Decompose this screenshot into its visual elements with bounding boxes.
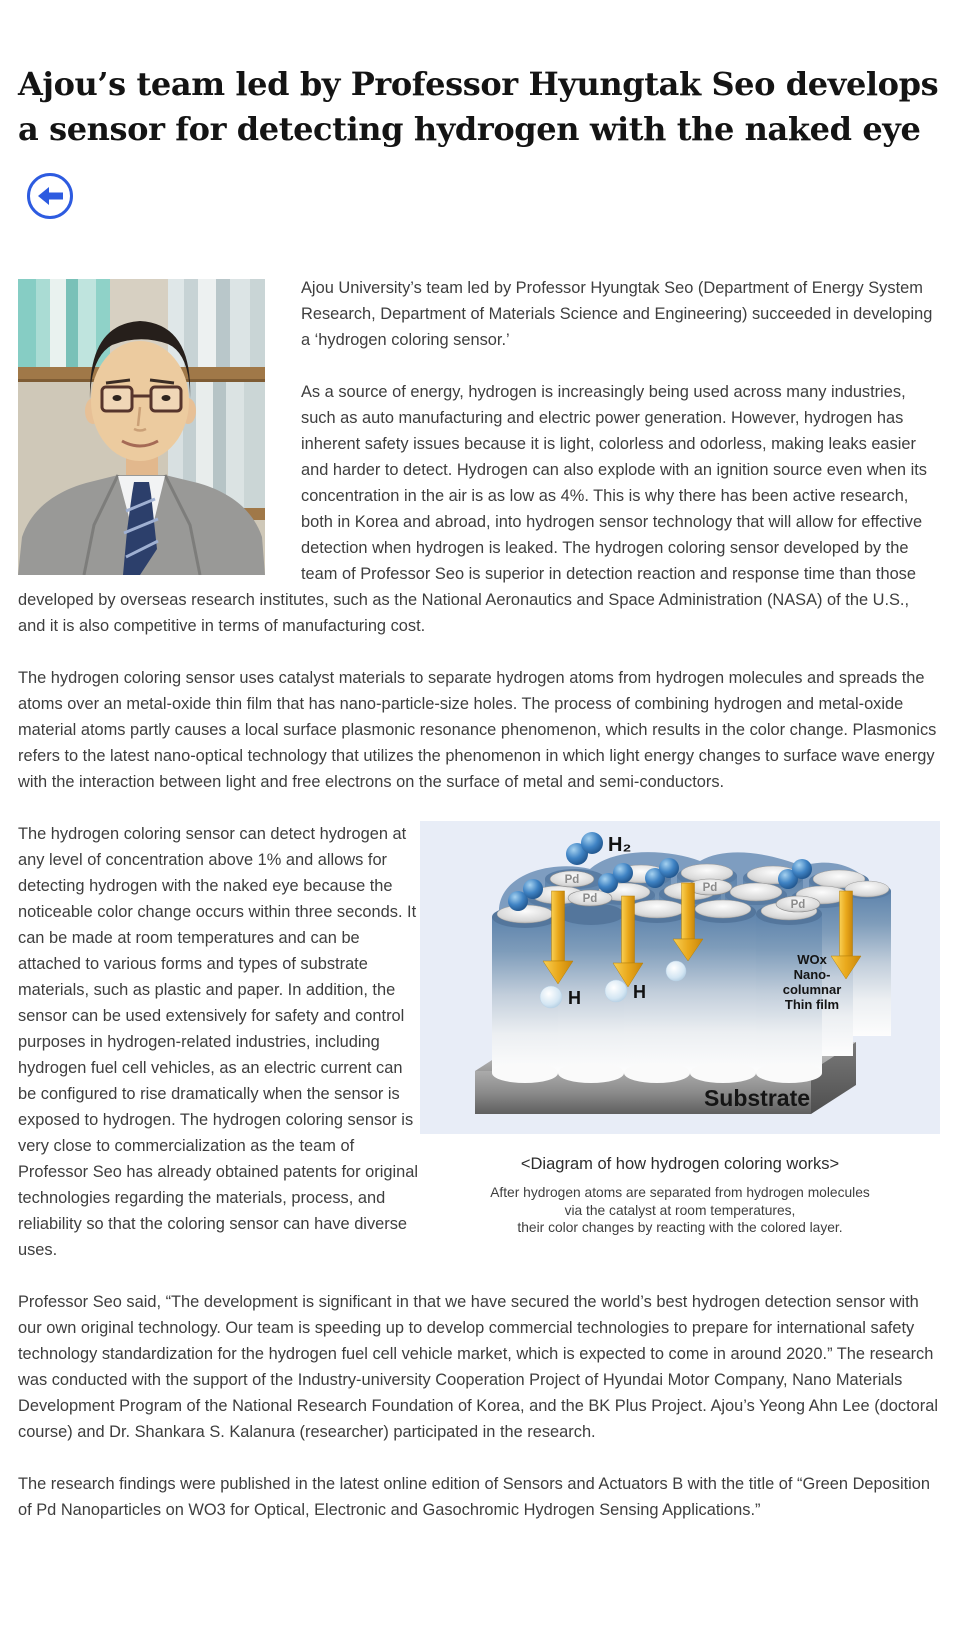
svg-text:Thin film: Thin film: [784, 997, 840, 1012]
page-title-line-1: Ajou’s team led by Professor Hyungtak Seo develops: [18, 65, 939, 103]
figure-caption-line: via the catalyst at room temperatures,: [564, 1202, 796, 1218]
figure-caption-title: <Diagram of how hydrogen coloring works>: [520, 1155, 840, 1173]
left-arrow-icon: [36, 185, 64, 207]
h-atom-label: H: [568, 988, 581, 1008]
pd-cap-label: Pd: [564, 874, 580, 886]
figure-caption-line: their color changes by reacting with the colored layer.: [517, 1220, 843, 1235]
article-paragraph: The hydrogen coloring sensor can detect hydrogen at any level of concentration above 1% and allows for detecting hydrogen with the naked eye because the noticeable color change occurs within three seconds. It can be made at room temperatures and can be attached to various forms and types of substrate materials, such as plastic and paper. In addition, the sensor can be used extensively for safety and control purposes in hydrogen-related industries, including hydrogen fuel cell vehicles, as an electric current can be configured to rise dramatically when the sensor is exposed to hydrogen. The hydrogen coloring sensor is very close to commercialization as the team of Professor Seo has already obtained patents for original technologies regarding the materials, process, and reliability so that the coloring sensor can have diverse uses.: [18, 825, 418, 1259]
professor-photo: [18, 279, 265, 575]
diagram-figure: [420, 821, 940, 1237]
page-title-line-2: a sensor for detecting hydrogen with the naked eye: [18, 110, 921, 148]
article-body: [18, 275, 940, 1523]
article-paragraph: Ajou University’s team led by Professor Hyungtak Seo (Department of Energy System Research, Department of Materials Science and Engineering) succeeded in developing a ‘hydrogen coloring sensor.’: [301, 279, 933, 349]
substrate-label: Substrate: [703, 1085, 811, 1111]
back-button[interactable]: [27, 173, 73, 219]
article-paragraph: The hydrogen coloring sensor uses catalyst materials to separate hydrogen atoms from hydrogen molecules and spreads the atoms over an metal-oxide thin film that has nano-particle-size holes. The process of combining hydrogen and metal-oxide material atoms partly causes a local surface plasmonic resonance phenomenon, which results in the color change. Plasmonics refers to the latest nano-optical technology that utilizes the phenomenon in which light energy changes to surface wave energy with the interaction between light and free electrons on the surface of metal and semi-conductors.: [18, 669, 937, 791]
svg-text:columnar: columnar: [782, 982, 842, 997]
article-paragraph: Professor Seo said, “The development is significant in that we have secured the world’s best hydrogen detection sensor with our own original technology. Our team is speeding up to develop commercial technologies to prepare for international safety technology standardization for the hydrogen fuel cell vehicle market, which is expected to come in around 2020.” The research was conducted with the support of the Industry-university Cooperation Project of Hyundai Motor Company, Nano Materials Development Program of the National Research Foundation of Korea, and the BK Plus Project. Ajou’s Yeong Ahn Lee (doctoral course) and Dr. Shankara S. Kalanura (researcher) participated in the research.: [18, 1293, 938, 1441]
svg-text:WOx: WOx: [797, 952, 827, 967]
figure-caption-line: After hydrogen atoms are separated from hydrogen molecules: [490, 1185, 870, 1200]
diagram-image: [420, 821, 940, 1134]
h2-molecule-label: H₂: [608, 834, 632, 856]
pd-cap-label: Pd: [702, 882, 718, 894]
page-title: [18, 62, 942, 152]
h-atom-label: H: [633, 982, 646, 1002]
article-paragraph: The research findings were published in the latest online edition of Sensors and Actuators B with the title of “Green Deposition of Pd Nanoparticles on WO3 for Optical, Electronic and Gasochromic Hydrogen Sensing Applications.”: [18, 1475, 931, 1519]
svg-text:Nano-: Nano-: [793, 967, 831, 982]
article-paragraph: As a source of energy, hydrogen is increasingly being used across many industries, such as auto manufacturing and electric power generation. However, hydrogen has inherent safety issues because it is light, colorless and odorless, making leaks easier and harder to detect. Hydrogen can also explode with an ignition source even when its concentration in the air is as low as 4%. This is why there has been active research, both in Korea and abroad, into hydrogen sensor technology that will allow for effective detection when hydrogen is leaked. The hydrogen coloring sensor developed by the team of Professor Seo is superior in detection reaction and response time than those developed by overseas research institutes, such as the National Aeronautics and Space Administration (NASA) of the U.S., and it is also competitive in terms of manufacturing cost.: [18, 383, 927, 635]
pd-cap-label: Pd: [582, 893, 598, 905]
pd-cap-label: Pd: [790, 899, 806, 911]
